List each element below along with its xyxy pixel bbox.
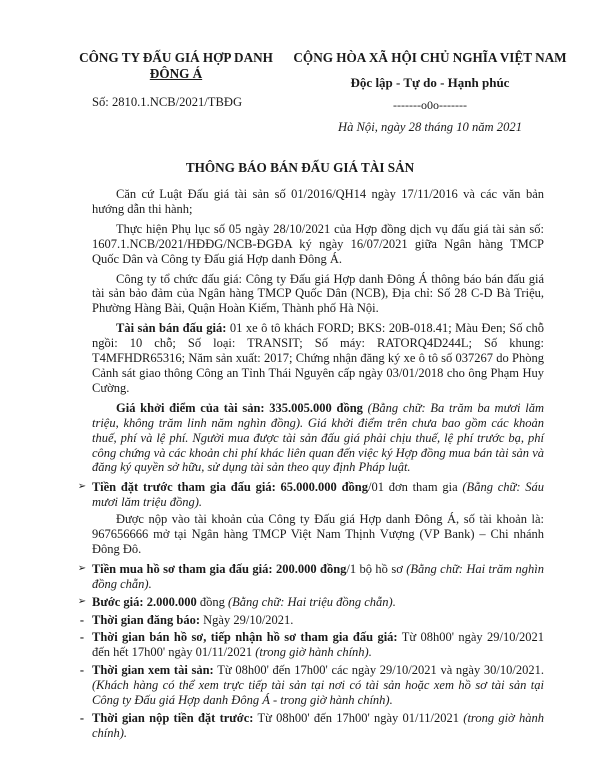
deposit-value: 65.000.000 đồng (275, 480, 368, 495)
deposit-unit: /01 đơn tham gia (367, 480, 463, 495)
national-header (278, 50, 582, 135)
organization-name: CÔNG TY ĐẤU GIÁ HỢP DANH (79, 50, 273, 65)
document-date: Hà Nội, ngày 28 tháng 10 năm 2021 (337, 120, 522, 134)
price-step-words: (Bằng chữ: Hai triệu đồng chẵn). (227, 594, 396, 609)
dash-bullet: - (79, 663, 85, 678)
document-title: THÔNG BÁO BÁN ĐẤU GIÁ TÀI SẢN (185, 160, 415, 175)
dossier-fee-value: 200.000 đồng (272, 561, 347, 576)
notice-date-label: Thời gian đăng báo: (92, 612, 201, 627)
price-step-unit: đồng (196, 594, 228, 609)
price-step-label: Bước giá: (92, 594, 144, 609)
dossier-sale-label: Thời gian bán hồ sơ, tiếp nhận hồ sơ tham gia đấu giá: (92, 630, 398, 645)
dash-bullet: - (79, 630, 85, 645)
arrow-bullet-icon: ➢ (77, 595, 87, 607)
dossier-fee-unit: /1 bộ hồ sơ (346, 561, 407, 576)
dossier-fee-item (77, 561, 544, 592)
starting-price-value: 335.005.000 đồng (264, 400, 363, 415)
asset-viewing-label: Thời gian xem tài sản: (92, 663, 214, 678)
price-step-item (77, 594, 544, 610)
deposit-payment-period: Từ 08h00' đến 17h00' ngày 01/11/2021 (253, 711, 464, 725)
paragraph-contract: Thực hiện Phụ lục số 05 ngày 28/10/2021 của Hợp đồng dịch vụ đấu giá tài sản số: 1607.1.NCB/2021/HĐĐG/NCB-ĐGĐA ký ngày 16/07/2021 giữa Ngân hàng TMCP Quốc Dân và Công ty Đấu giá Hợp danh Đông Á. (92, 221, 544, 266)
header-separator: -------o0o------- (393, 98, 467, 112)
national-title: CỘNG HÒA XÃ HỘI CHỦ NGHĨA VIỆT NAM (293, 50, 567, 65)
document-body (77, 187, 545, 744)
deposit-words: (Bằng chữ: Sáu mươi lăm triệu đồng). (92, 480, 545, 510)
dossier-fee-words: (Bằng chữ: Hai trăm nghìn đồng chẵn). (92, 561, 544, 591)
dash-bullet: - (79, 612, 85, 627)
arrow-bullet-icon: ➢ (77, 562, 87, 574)
arrow-bullet-icon: ➢ (77, 481, 87, 493)
dossier-sale-note: (trong giờ hành chính). (255, 645, 372, 660)
asset-viewing-note: (Khách hàng có thể xem trực tiếp tài sản tại nơi có tài sản hoặc xem hồ sơ tài sản tại Công ty Đấu giá Hợp danh Đông Á - trong giờ hành chính). (92, 678, 544, 708)
dossier-sale-item (79, 630, 544, 660)
price-step-value: 2.000.000 (143, 594, 197, 609)
notice-date-item (79, 612, 544, 628)
national-motto: Độc lập - Tự do - Hạnh phúc (350, 75, 510, 90)
starting-price-label: Giá khởi điểm của tài sản: (116, 400, 265, 415)
deposit-payment-label: Thời gian nộp tiền đặt trước: (92, 711, 254, 725)
asset-viewing-period: Từ 08h00' đến 17h00' các ngày 29/10/2021 và ngày 30/10/2021. (213, 663, 545, 678)
dossier-fee-label: Tiền mua hồ sơ tham gia đấu giá: (92, 561, 273, 576)
paragraph-legal-basis: Căn cứ Luật Đấu giá tài sản số 01/2016/QH14 ngày 17/11/2016 và các văn bản hướng dẫn thi hành; (92, 187, 544, 216)
document-number: Số: 2810.1.NCB/2021/TBĐG (92, 95, 243, 109)
deposit-payment-item (79, 711, 544, 741)
paragraph-asset (92, 321, 544, 396)
organization-name-line2: ĐÔNG Á (149, 66, 203, 81)
paragraph-organizer: Công ty tổ chức đấu giá: Công ty Đấu giá Hợp danh Đông Á thông báo bán đấu giá tài sản bảo đảm của Ngân hàng TMCP Quốc Dân (NCB), Địa chỉ: Số 28 C-D Bà Triệu, Phường Hàng Bài, Quận Hoàn Kiếm, Thành phố Hà Nội. (92, 271, 544, 316)
deposit-item (77, 480, 545, 510)
deposit-account: Được nộp vào tài khoản của Công ty Đấu giá Hợp danh Đông Á, số tài khoản là: 967656666 mở tại Ngân hàng TMCP Việt Nam Thịnh Vượng (VP Bank) – Chi nhánh Đông Đô. (92, 512, 544, 556)
notice-date-value: Ngày 29/10/2021. (200, 612, 294, 627)
paragraph-starting-price (92, 401, 544, 476)
organization-block (66, 50, 286, 82)
dossier-sale-period: Từ 08h00' ngày 29/10/2021 đến hết 17h00' ngày 01/11/2021 (92, 630, 544, 660)
asset-description: 01 xe ô tô khách FORD; BKS: 20B-018.41; Màu Đen; Số chỗ ngồi: 10 chỗ; Số loại: TRANSIT; Số máy: RATORQ4D244L; Số khung: T4MFHDR65316; Năm sản xuất: 2017; Chứng nhận đăng ký xe ô tô số 037267 do Phòng Cảnh sát giao thông Công an Tỉnh Thái Nguyên cấp ngày 03/01/2018 cho ông Phạm Huy Cường. (92, 321, 544, 395)
deposit-payment-note: (trong giờ hành chính). (92, 711, 544, 740)
asset-viewing-item (79, 663, 545, 708)
asset-label: Tài sản bán đấu giá: (116, 321, 227, 336)
dash-bullet: - (79, 711, 85, 725)
deposit-label: Tiền đặt trước tham gia đấu giá: (92, 480, 276, 495)
starting-price-note: (Bằng chữ: Ba trăm ba mươi lăm triệu, không trăm linh năm nghìn đồng). Giá khởi điểm trên chưa bao gồm các khoản thuế, phí và lệ phí. Người mua được tài sản đấu giá phải chịu thuế, lệ phí trước bạ, phí công chứng và các khoản chi phí khác liên quan đến việc ký Hợp đồng mua bán tài sản và đăng ký quyền sở hữu, sử dụng tài sản theo quy định Pháp luật. (92, 400, 544, 475)
